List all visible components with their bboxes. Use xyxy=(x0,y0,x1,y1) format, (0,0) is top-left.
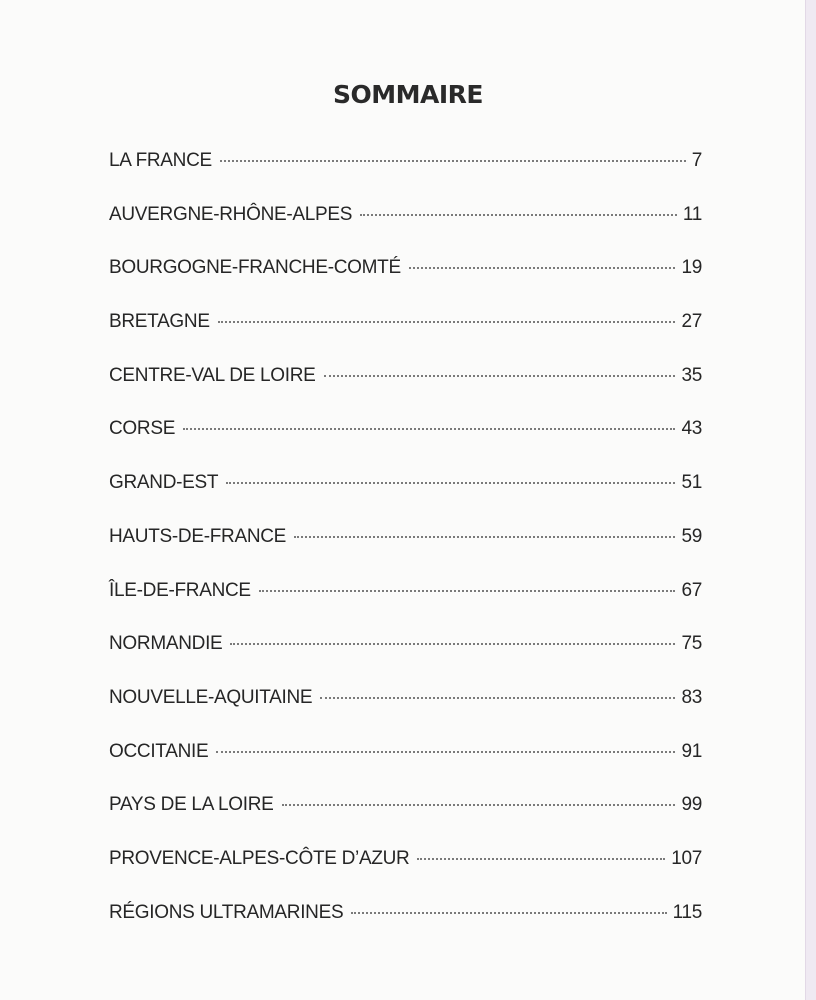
toc-entry-label: CENTRE-VAL DE LOIRE xyxy=(109,364,316,386)
toc-entry xyxy=(109,794,702,848)
toc-entry-page-number: 43 xyxy=(681,418,702,440)
toc-entry-page-number: 19 xyxy=(681,257,702,279)
dot-leader xyxy=(360,214,677,216)
dot-leader xyxy=(320,697,675,699)
toc-entry-page-number: 67 xyxy=(681,579,702,601)
toc-entry-label: ÎLE-DE-FRANCE xyxy=(109,579,251,601)
toc-entry-page-number: 7 xyxy=(691,150,702,171)
toc-entry xyxy=(109,418,702,472)
toc-entry xyxy=(109,204,702,258)
toc-entry-page-number: 27 xyxy=(681,311,702,333)
dot-leader xyxy=(259,590,676,592)
toc-entry xyxy=(109,633,702,687)
toc-entry-page-number: 11 xyxy=(682,203,702,225)
toc-entry-label: NORMANDIE xyxy=(109,633,223,655)
toc-entry-label: CORSE xyxy=(109,418,176,440)
toc-entry-page-number: 75 xyxy=(681,633,702,655)
toc-entry xyxy=(109,472,702,526)
toc-entry xyxy=(109,526,702,580)
toc-entry-page-number: 59 xyxy=(681,525,702,547)
toc-entry-label: PAYS DE LA LOIRE xyxy=(109,794,274,816)
dot-leader xyxy=(351,912,666,914)
toc-entry-label: RÉGIONS ULTRAMARINES xyxy=(109,901,344,923)
dot-leader xyxy=(183,428,675,430)
toc-entry-page-number: 99 xyxy=(681,794,702,816)
toc-entry-label: LA FRANCE xyxy=(109,150,212,171)
dot-leader xyxy=(216,751,675,753)
toc-entry-label: OCCITANIE xyxy=(109,740,209,762)
toc-entry-page-number: 83 xyxy=(681,686,702,708)
toc-entry xyxy=(109,902,702,956)
toc-entry-page-number: 91 xyxy=(681,740,702,762)
page-edge xyxy=(805,0,816,1000)
dot-leader xyxy=(226,482,675,484)
toc-entry-label: GRAND-EST xyxy=(109,472,219,494)
toc-entry-label: NOUVELLE-AQUITAINE xyxy=(109,686,313,708)
toc-entry xyxy=(109,741,702,795)
toc-entry xyxy=(109,580,702,634)
toc-entry xyxy=(109,848,702,902)
page-title: SOMMAIRE xyxy=(333,80,483,109)
dot-leader xyxy=(294,536,675,538)
dot-leader xyxy=(324,375,676,377)
toc-entry-label: BOURGOGNE-FRANCHE-COMTÉ xyxy=(109,257,401,279)
toc-entry-page-number: 35 xyxy=(681,364,702,386)
toc-entry xyxy=(109,257,702,311)
toc-entry-page-number: 115 xyxy=(672,901,702,923)
toc-entry-label: BRETAGNE xyxy=(109,311,210,333)
dot-leader xyxy=(417,858,665,860)
dot-leader xyxy=(220,160,686,162)
dot-leader xyxy=(230,643,675,645)
toc-entry-label: AUVERGNE-RHÔNE-ALPES xyxy=(109,203,353,225)
dot-leader xyxy=(218,321,676,323)
toc-entry-label: PROVENCE-ALPES-CÔTE D’AZUR xyxy=(109,847,410,869)
dot-leader xyxy=(409,267,676,269)
toc-entry-page-number: 107 xyxy=(671,847,702,869)
toc-entry-label: HAUTS-DE-FRANCE xyxy=(109,525,287,547)
toc-entry-page-number: 51 xyxy=(681,472,702,494)
toc-entry xyxy=(109,311,702,365)
toc-entry xyxy=(109,150,702,204)
dot-leader xyxy=(282,804,676,806)
table-of-contents xyxy=(109,150,702,955)
toc-entry xyxy=(109,687,702,741)
toc-entry xyxy=(109,365,702,419)
